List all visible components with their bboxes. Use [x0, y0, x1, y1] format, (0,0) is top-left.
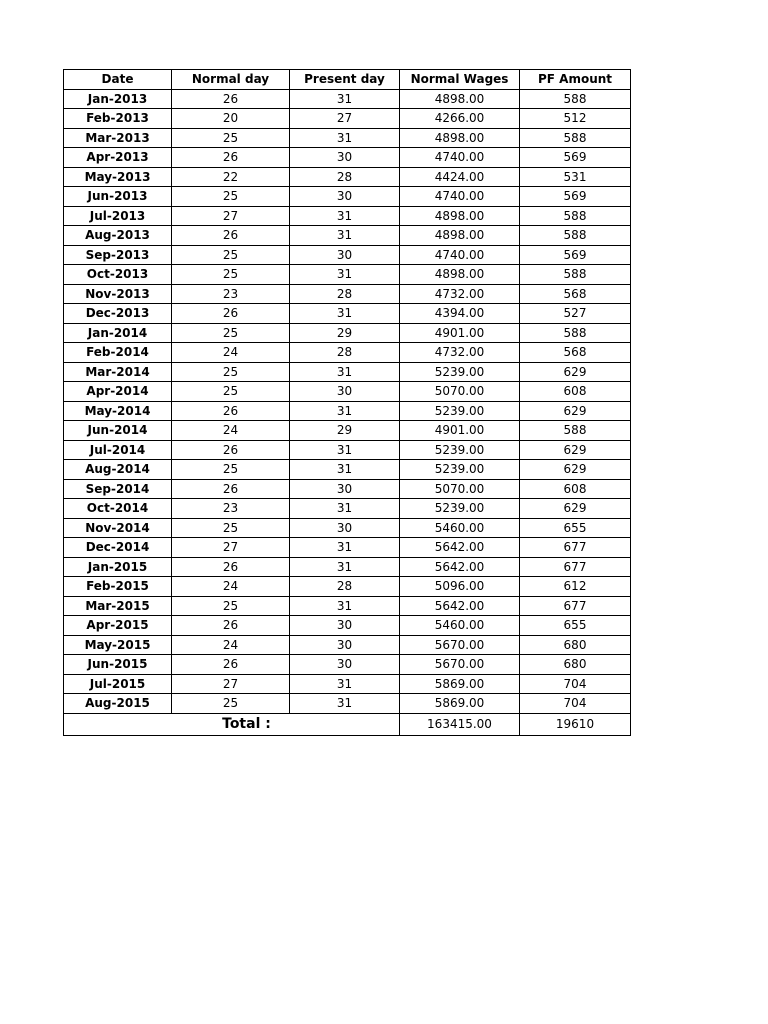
normal-day-cell: 25	[172, 518, 290, 538]
pf-amount-cell: 629	[520, 440, 631, 460]
present-day-cell: 30	[290, 245, 400, 265]
table-row	[64, 128, 631, 148]
table-row	[64, 577, 631, 597]
date-cell: Mar-2013	[64, 128, 172, 148]
total-row	[64, 713, 631, 735]
present-day-cell: 31	[290, 460, 400, 480]
normal-day-cell: 26	[172, 440, 290, 460]
normal-wages-cell: 5670.00	[400, 635, 520, 655]
table-row	[64, 343, 631, 363]
date-cell: Feb-2013	[64, 109, 172, 129]
present-day-cell: 31	[290, 226, 400, 246]
normal-day-cell: 25	[172, 596, 290, 616]
normal-day-cell: 22	[172, 167, 290, 187]
normal-day-cell: 24	[172, 577, 290, 597]
date-cell: Mar-2014	[64, 362, 172, 382]
table-row	[64, 109, 631, 129]
pf-amount-cell: 531	[520, 167, 631, 187]
date-cell: Sep-2013	[64, 245, 172, 265]
table-row	[64, 245, 631, 265]
present-day-cell: 31	[290, 128, 400, 148]
date-cell: Dec-2013	[64, 304, 172, 324]
date-cell: Aug-2015	[64, 694, 172, 714]
table-row	[64, 440, 631, 460]
table-row	[64, 362, 631, 382]
date-cell: May-2015	[64, 635, 172, 655]
present-day-cell: 28	[290, 343, 400, 363]
pf-amount-cell: 568	[520, 284, 631, 304]
pf-amount-cell: 680	[520, 635, 631, 655]
normal-wages-cell: 5460.00	[400, 518, 520, 538]
date-cell: Jun-2013	[64, 187, 172, 207]
table-row	[64, 89, 631, 109]
present-day-cell: 28	[290, 577, 400, 597]
column-header-pf-amount: PF Amount	[520, 70, 631, 90]
date-cell: May-2014	[64, 401, 172, 421]
table-row	[64, 167, 631, 187]
date-cell: Feb-2014	[64, 343, 172, 363]
present-day-cell: 31	[290, 362, 400, 382]
present-day-cell: 30	[290, 635, 400, 655]
table-row	[64, 148, 631, 168]
normal-day-cell: 26	[172, 616, 290, 636]
present-day-cell: 31	[290, 499, 400, 519]
normal-wages-cell: 5869.00	[400, 674, 520, 694]
normal-day-cell: 25	[172, 694, 290, 714]
present-day-cell: 30	[290, 616, 400, 636]
normal-wages-cell: 4898.00	[400, 206, 520, 226]
pf-amount-cell: 569	[520, 245, 631, 265]
pf-amount-cell: 588	[520, 226, 631, 246]
normal-wages-cell: 5642.00	[400, 538, 520, 558]
pf-amount-cell: 655	[520, 616, 631, 636]
header-row	[64, 70, 631, 90]
normal-wages-cell: 5070.00	[400, 479, 520, 499]
table-row	[64, 187, 631, 207]
pf-amount-cell: 588	[520, 89, 631, 109]
normal-day-cell: 25	[172, 362, 290, 382]
pf-amount-cell: 629	[520, 362, 631, 382]
present-day-cell: 31	[290, 265, 400, 285]
table-row	[64, 616, 631, 636]
normal-wages-cell: 5239.00	[400, 401, 520, 421]
present-day-cell: 31	[290, 401, 400, 421]
date-cell: Oct-2013	[64, 265, 172, 285]
pf-amount-cell: 512	[520, 109, 631, 129]
table-row	[64, 382, 631, 402]
wages-table	[63, 69, 631, 736]
column-header-normal-wages: Normal Wages	[400, 70, 520, 90]
table-row	[64, 401, 631, 421]
present-day-cell: 28	[290, 284, 400, 304]
present-day-cell: 30	[290, 382, 400, 402]
date-cell: Jan-2014	[64, 323, 172, 343]
date-cell: May-2013	[64, 167, 172, 187]
pf-amount-cell: 569	[520, 187, 631, 207]
present-day-cell: 29	[290, 421, 400, 441]
date-cell: Nov-2013	[64, 284, 172, 304]
present-day-cell: 30	[290, 518, 400, 538]
pf-amount-cell: 569	[520, 148, 631, 168]
date-cell: Jun-2014	[64, 421, 172, 441]
normal-wages-cell: 4901.00	[400, 323, 520, 343]
table-row	[64, 635, 631, 655]
pf-amount-cell: 527	[520, 304, 631, 324]
normal-day-cell: 25	[172, 187, 290, 207]
normal-day-cell: 27	[172, 538, 290, 558]
normal-wages-cell: 4898.00	[400, 89, 520, 109]
normal-day-cell: 26	[172, 304, 290, 324]
normal-wages-cell: 4740.00	[400, 245, 520, 265]
date-cell: Jan-2013	[64, 89, 172, 109]
normal-day-cell: 26	[172, 557, 290, 577]
column-header-present-day: Present day	[290, 70, 400, 90]
pf-amount-cell: 677	[520, 596, 631, 616]
date-cell: Jul-2015	[64, 674, 172, 694]
normal-wages-cell: 5642.00	[400, 596, 520, 616]
present-day-cell: 30	[290, 479, 400, 499]
date-cell: Apr-2014	[64, 382, 172, 402]
pf-amount-cell: 568	[520, 343, 631, 363]
total-label: Total :	[64, 713, 400, 735]
normal-wages-cell: 4898.00	[400, 226, 520, 246]
present-day-cell: 31	[290, 440, 400, 460]
present-day-cell: 31	[290, 674, 400, 694]
date-cell: Aug-2013	[64, 226, 172, 246]
normal-day-cell: 25	[172, 245, 290, 265]
column-header-normal-day: Normal day	[172, 70, 290, 90]
normal-wages-cell: 5670.00	[400, 655, 520, 675]
pf-amount-cell: 608	[520, 479, 631, 499]
normal-wages-cell: 4266.00	[400, 109, 520, 129]
normal-day-cell: 24	[172, 421, 290, 441]
normal-day-cell: 24	[172, 343, 290, 363]
present-day-cell: 30	[290, 187, 400, 207]
pf-amount-cell: 612	[520, 577, 631, 597]
date-cell: Sep-2014	[64, 479, 172, 499]
normal-wages-cell: 4732.00	[400, 284, 520, 304]
normal-wages-cell: 5869.00	[400, 694, 520, 714]
pf-amount-cell: 677	[520, 538, 631, 558]
date-cell: Nov-2014	[64, 518, 172, 538]
present-day-cell: 31	[290, 596, 400, 616]
normal-day-cell: 26	[172, 148, 290, 168]
present-day-cell: 31	[290, 206, 400, 226]
date-cell: Apr-2015	[64, 616, 172, 636]
normal-day-cell: 26	[172, 655, 290, 675]
pf-amount-cell: 588	[520, 128, 631, 148]
pf-amount-cell: 629	[520, 460, 631, 480]
date-cell: Mar-2015	[64, 596, 172, 616]
date-cell: Jan-2015	[64, 557, 172, 577]
date-cell: Oct-2014	[64, 499, 172, 519]
normal-day-cell: 24	[172, 635, 290, 655]
table-row	[64, 206, 631, 226]
table-row	[64, 284, 631, 304]
normal-wages-cell: 5239.00	[400, 440, 520, 460]
normal-day-cell: 26	[172, 479, 290, 499]
date-cell: Jul-2014	[64, 440, 172, 460]
date-cell: Apr-2013	[64, 148, 172, 168]
present-day-cell: 29	[290, 323, 400, 343]
pf-amount-cell: 629	[520, 401, 631, 421]
present-day-cell: 30	[290, 148, 400, 168]
date-cell: Feb-2015	[64, 577, 172, 597]
present-day-cell: 30	[290, 655, 400, 675]
column-header-date: Date	[64, 70, 172, 90]
normal-day-cell: 23	[172, 499, 290, 519]
normal-day-cell: 25	[172, 460, 290, 480]
normal-wages-cell: 4898.00	[400, 128, 520, 148]
total-pf-amount: 19610	[520, 713, 631, 735]
pf-amount-cell: 680	[520, 655, 631, 675]
pf-amount-cell: 588	[520, 323, 631, 343]
normal-wages-cell: 4901.00	[400, 421, 520, 441]
date-cell: Jun-2015	[64, 655, 172, 675]
table-row	[64, 557, 631, 577]
table-row	[64, 518, 631, 538]
present-day-cell: 31	[290, 89, 400, 109]
table-row	[64, 538, 631, 558]
normal-day-cell: 27	[172, 674, 290, 694]
normal-day-cell: 25	[172, 382, 290, 402]
normal-wages-cell: 5070.00	[400, 382, 520, 402]
date-cell: Jul-2013	[64, 206, 172, 226]
normal-wages-cell: 5096.00	[400, 577, 520, 597]
pf-amount-cell: 704	[520, 694, 631, 714]
table-row	[64, 674, 631, 694]
pf-amount-cell: 588	[520, 421, 631, 441]
pf-amount-cell: 629	[520, 499, 631, 519]
normal-day-cell: 20	[172, 109, 290, 129]
normal-wages-cell: 5239.00	[400, 499, 520, 519]
normal-day-cell: 23	[172, 284, 290, 304]
pf-amount-cell: 588	[520, 206, 631, 226]
date-cell: Dec-2014	[64, 538, 172, 558]
normal-day-cell: 25	[172, 323, 290, 343]
normal-wages-cell: 4732.00	[400, 343, 520, 363]
present-day-cell: 31	[290, 557, 400, 577]
total-normal-wages: 163415.00	[400, 713, 520, 735]
table-row	[64, 596, 631, 616]
present-day-cell: 28	[290, 167, 400, 187]
pf-amount-cell: 608	[520, 382, 631, 402]
pf-amount-cell: 655	[520, 518, 631, 538]
pf-amount-cell: 704	[520, 674, 631, 694]
normal-wages-cell: 4424.00	[400, 167, 520, 187]
normal-day-cell: 26	[172, 89, 290, 109]
table-row	[64, 265, 631, 285]
pf-amount-cell: 588	[520, 265, 631, 285]
normal-wages-cell: 4898.00	[400, 265, 520, 285]
normal-day-cell: 25	[172, 128, 290, 148]
normal-wages-cell: 5239.00	[400, 362, 520, 382]
pf-amount-cell: 677	[520, 557, 631, 577]
normal-wages-cell: 5642.00	[400, 557, 520, 577]
table-row	[64, 694, 631, 714]
normal-wages-cell: 5460.00	[400, 616, 520, 636]
table-row	[64, 655, 631, 675]
normal-wages-cell: 4740.00	[400, 187, 520, 207]
table-row	[64, 479, 631, 499]
present-day-cell: 31	[290, 538, 400, 558]
present-day-cell: 31	[290, 694, 400, 714]
table-row	[64, 421, 631, 441]
table-row	[64, 226, 631, 246]
table-body	[64, 89, 631, 713]
normal-day-cell: 27	[172, 206, 290, 226]
normal-day-cell: 26	[172, 401, 290, 421]
normal-wages-cell: 4394.00	[400, 304, 520, 324]
present-day-cell: 31	[290, 304, 400, 324]
normal-wages-cell: 5239.00	[400, 460, 520, 480]
normal-day-cell: 25	[172, 265, 290, 285]
table-row	[64, 499, 631, 519]
table-row	[64, 304, 631, 324]
present-day-cell: 27	[290, 109, 400, 129]
normal-day-cell: 26	[172, 226, 290, 246]
table-row	[64, 460, 631, 480]
table-row	[64, 323, 631, 343]
date-cell: Aug-2014	[64, 460, 172, 480]
normal-wages-cell: 4740.00	[400, 148, 520, 168]
